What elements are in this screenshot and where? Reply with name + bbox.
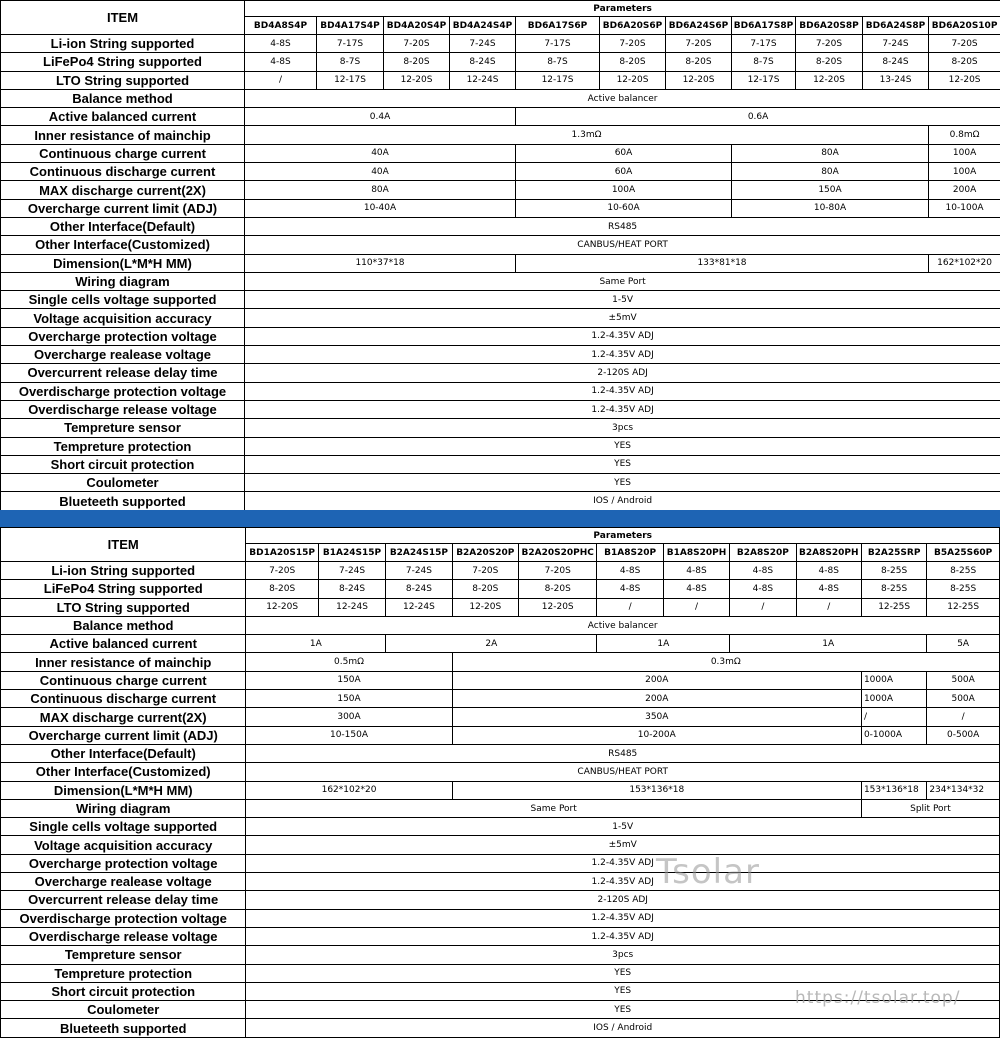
value-cell: 1A: [246, 635, 386, 653]
row-label: Overcharge current limit (ADJ): [1, 199, 245, 217]
table-row: [1, 946, 1000, 964]
value-cell: 4-8S: [730, 562, 796, 580]
value-cell: 12-20S: [929, 71, 1000, 89]
row-label: Balance method: [1, 89, 245, 107]
value-cell: 12-17S: [732, 71, 796, 89]
table-row: [1, 873, 1000, 891]
value-cell: IOS / Android: [246, 1019, 1000, 1037]
value-cell: 1.2-4.35V ADJ: [245, 400, 1000, 418]
value-cell: 7-17S: [732, 35, 796, 53]
table-row: [1, 346, 1000, 364]
row-label: Other Interface(Customized): [1, 236, 245, 254]
value-cell: 200A: [452, 671, 861, 689]
value-cell: 7-20S: [384, 35, 450, 53]
table-row: [1, 909, 1000, 927]
row-label: Inner resistance of mainchip: [1, 126, 245, 144]
value-cell: 300A: [246, 708, 452, 726]
table-row: [1, 419, 1000, 437]
value-cell: 12-17S: [516, 71, 600, 89]
value-cell: 8-7S: [317, 53, 384, 71]
table-row: [1, 474, 1000, 492]
row-label: Tempreture sensor: [1, 419, 245, 437]
item-header: ITEM: [1, 1, 245, 35]
value-cell: 7-24S: [318, 562, 385, 580]
model-header: BD6A17S6P: [516, 17, 600, 35]
value-cell: 8-20S: [796, 53, 863, 71]
value-cell: 110*37*18: [245, 254, 516, 272]
table-row: [1, 598, 1000, 616]
value-cell: 7-20S: [600, 35, 666, 53]
value-cell: 40A: [245, 163, 516, 181]
value-cell: 12-20S: [246, 598, 318, 616]
value-cell: 0.3mΩ: [452, 653, 999, 671]
value-cell: Same Port: [245, 272, 1000, 290]
value-cell: 153*136*18: [452, 781, 861, 799]
value-cell: 153*136*18: [861, 781, 926, 799]
row-label: Overdischarge protection voltage: [1, 382, 245, 400]
table-row: [1, 580, 1000, 598]
value-cell: 2-120S ADJ: [245, 364, 1000, 382]
table-row: [1, 799, 1000, 817]
value-cell: 1.2-4.35V ADJ: [245, 346, 1000, 364]
value-cell: 1-5V: [246, 818, 1000, 836]
row-label: Continuous discharge current: [1, 163, 245, 181]
table-row: [1, 690, 1000, 708]
value-cell: 8-25S: [927, 562, 1000, 580]
row-label: Wiring diagram: [1, 799, 246, 817]
value-cell: 0-1000A: [861, 726, 926, 744]
model-header: B1A8S20P: [597, 544, 663, 562]
model-header: BD4A8S4P: [245, 17, 317, 35]
table-row: [1, 254, 1000, 272]
model-header: B2A24S15P: [386, 544, 452, 562]
row-label: Overcurrent release delay time: [1, 364, 245, 382]
table-row: [1, 927, 1000, 945]
value-cell: 7-24S: [450, 35, 516, 53]
model-header: BD4A24S4P: [450, 17, 516, 35]
table-row: [1, 1019, 1000, 1037]
table-row: [1, 836, 1000, 854]
model-header: BD6A24S8P: [863, 17, 929, 35]
table-row: [1, 217, 1000, 235]
value-cell: 8-7S: [516, 53, 600, 71]
value-cell: 1.2-4.35V ADJ: [246, 927, 1000, 945]
row-label: Li-ion String supported: [1, 35, 245, 53]
row-label: LiFePo4 String supported: [1, 580, 246, 598]
table-row: [1, 236, 1000, 254]
row-label: LTO String supported: [1, 598, 246, 616]
value-cell: 1A: [730, 635, 927, 653]
table-row: [1, 272, 1000, 290]
row-label: Other Interface(Default): [1, 217, 245, 235]
value-cell: 40A: [245, 144, 516, 162]
value-cell: 3pcs: [246, 946, 1000, 964]
value-cell: 7-20S: [518, 562, 596, 580]
table-row: [1, 437, 1000, 455]
value-cell: 10-60A: [516, 199, 732, 217]
row-label: Overcharge protection voltage: [1, 327, 245, 345]
value-cell: 162*102*20: [246, 781, 452, 799]
value-cell: 1.3mΩ: [245, 126, 929, 144]
value-cell: /: [927, 708, 1000, 726]
row-label: Blueteeth supported: [1, 492, 245, 510]
row-label: Wiring diagram: [1, 272, 245, 290]
parameters-header: Parameters: [246, 528, 1000, 544]
model-header: B2A20S20PHC: [518, 544, 596, 562]
value-cell: 8-7S: [732, 53, 796, 71]
value-cell: 4-8S: [245, 35, 317, 53]
model-header: BD1A20S15P: [246, 544, 318, 562]
row-label: Overdischarge release voltage: [1, 927, 246, 945]
value-cell: 0.8mΩ: [929, 126, 1000, 144]
value-cell: /: [663, 598, 729, 616]
value-cell: 12-17S: [317, 71, 384, 89]
value-cell: 350A: [452, 708, 861, 726]
table-row: [1, 726, 1000, 744]
value-cell: 234*134*32: [927, 781, 1000, 799]
value-cell: CANBUS/HEAT PORT: [246, 763, 1000, 781]
value-cell: 7-17S: [516, 35, 600, 53]
value-cell: 8-24S: [318, 580, 385, 598]
value-cell: 60A: [516, 144, 732, 162]
table-row: [1, 671, 1000, 689]
value-cell: 8-24S: [863, 53, 929, 71]
value-cell: 10-80A: [732, 199, 929, 217]
watermark-url: https://tsolar.top/: [795, 988, 961, 1008]
value-cell: 3pcs: [245, 419, 1000, 437]
section-divider: [0, 510, 1000, 527]
table-row: [1, 744, 1000, 762]
row-label: Continuous charge current: [1, 144, 245, 162]
value-cell: 4-8S: [663, 562, 729, 580]
table-row: [1, 400, 1000, 418]
value-cell: 10-40A: [245, 199, 516, 217]
value-cell: 200A: [452, 690, 861, 708]
table-row: [1, 781, 1000, 799]
value-cell: 4-8S: [245, 53, 317, 71]
value-cell: Split Port: [861, 799, 999, 817]
table-row: [1, 291, 1000, 309]
model-header: BD4A17S4P: [317, 17, 384, 35]
spec-table-2: [0, 527, 1000, 1038]
value-cell: YES: [245, 474, 1000, 492]
value-cell: 200A: [929, 181, 1000, 199]
value-cell: 10-150A: [246, 726, 452, 744]
value-cell: 7-24S: [863, 35, 929, 53]
value-cell: 12-20S: [384, 71, 450, 89]
row-label: Tempreture protection: [1, 964, 246, 982]
value-cell: 500A: [927, 690, 1000, 708]
value-cell: /: [245, 71, 317, 89]
value-cell: 5A: [927, 635, 1000, 653]
table-row: [1, 327, 1000, 345]
row-label: Balance method: [1, 616, 246, 634]
table-row: [1, 108, 1000, 126]
row-label: Blueteeth supported: [1, 1019, 246, 1037]
value-cell: 100A: [929, 163, 1000, 181]
table-row: [1, 492, 1000, 510]
table-row: [1, 763, 1000, 781]
model-header: BD6A20S6P: [600, 17, 666, 35]
value-cell: 12-24S: [386, 598, 452, 616]
row-label: Overcurrent release delay time: [1, 891, 246, 909]
row-label: Tempreture sensor: [1, 946, 246, 964]
model-header: B1A8S20PH: [663, 544, 729, 562]
row-label: Overcharge realease voltage: [1, 873, 246, 891]
table-row: [1, 818, 1000, 836]
value-cell: 80A: [732, 163, 929, 181]
value-cell: 8-20S: [929, 53, 1000, 71]
value-cell: 2-120S ADJ: [246, 891, 1000, 909]
value-cell: 8-20S: [452, 580, 518, 598]
table-row: [1, 199, 1000, 217]
row-label: Overcharge realease voltage: [1, 346, 245, 364]
value-cell: 4-8S: [730, 580, 796, 598]
model-header: B2A8S20P: [730, 544, 796, 562]
table-row: [1, 616, 1000, 634]
row-label: Voltage acquisition accuracy: [1, 836, 246, 854]
table-row: [1, 144, 1000, 162]
row-label: Tempreture protection: [1, 437, 245, 455]
value-cell: RS485: [246, 744, 1000, 762]
value-cell: 12-24S: [450, 71, 516, 89]
value-cell: /: [597, 598, 663, 616]
table-row: [1, 964, 1000, 982]
item-header: ITEM: [1, 528, 246, 562]
value-cell: IOS / Android: [245, 492, 1000, 510]
row-label: Coulometer: [1, 474, 245, 492]
value-cell: 10-200A: [452, 726, 861, 744]
table-row: [1, 635, 1000, 653]
value-cell: 150A: [246, 671, 452, 689]
value-cell: 10-100A: [929, 199, 1000, 217]
value-cell: 1.2-4.35V ADJ: [245, 382, 1000, 400]
model-header: B2A20S20P: [452, 544, 518, 562]
value-cell: 12-25S: [927, 598, 1000, 616]
table-row: [1, 708, 1000, 726]
row-label: Overdischarge release voltage: [1, 400, 245, 418]
row-label: MAX discharge current(2X): [1, 181, 245, 199]
table-row: [1, 891, 1000, 909]
value-cell: 8-24S: [386, 580, 452, 598]
model-header: B1A24S15P: [318, 544, 385, 562]
value-cell: 8-20S: [384, 53, 450, 71]
value-cell: 80A: [245, 181, 516, 199]
row-label: Continuous discharge current: [1, 690, 246, 708]
value-cell: 150A: [246, 690, 452, 708]
row-label: Voltage acquisition accuracy: [1, 309, 245, 327]
value-cell: /: [796, 598, 861, 616]
value-cell: RS485: [245, 217, 1000, 235]
value-cell: 133*81*18: [516, 254, 929, 272]
table-row: [1, 364, 1000, 382]
table-row: [1, 309, 1000, 327]
value-cell: 0.5mΩ: [246, 653, 452, 671]
table-row: [1, 71, 1000, 89]
value-cell: 4-8S: [796, 562, 861, 580]
value-cell: 100A: [516, 181, 732, 199]
row-label: Single cells voltage supported: [1, 818, 246, 836]
value-cell: 150A: [732, 181, 929, 199]
value-cell: YES: [246, 1001, 1000, 1019]
value-cell: 12-24S: [318, 598, 385, 616]
value-cell: 7-20S: [246, 562, 318, 580]
value-cell: 7-20S: [666, 35, 732, 53]
row-label: Single cells voltage supported: [1, 291, 245, 309]
value-cell: 80A: [732, 144, 929, 162]
value-cell: 60A: [516, 163, 732, 181]
value-cell: 8-25S: [861, 562, 926, 580]
value-cell: 1A: [597, 635, 730, 653]
table-row: [1, 89, 1000, 107]
value-cell: 4-8S: [796, 580, 861, 598]
value-cell: 8-20S: [246, 580, 318, 598]
value-cell: 12-20S: [600, 71, 666, 89]
table-row: [1, 163, 1000, 181]
value-cell: 7-20S: [929, 35, 1000, 53]
value-cell: 12-20S: [796, 71, 863, 89]
row-label: LTO String supported: [1, 71, 245, 89]
model-header: BD6A24S6P: [666, 17, 732, 35]
value-cell: 8-20S: [666, 53, 732, 71]
value-cell: 1.2-4.35V ADJ: [246, 909, 1000, 927]
value-cell: 2A: [386, 635, 597, 653]
row-label: Other Interface(Default): [1, 744, 246, 762]
value-cell: 12-25S: [861, 598, 926, 616]
value-cell: YES: [245, 437, 1000, 455]
row-label: Continuous charge current: [1, 671, 246, 689]
value-cell: 1.2-4.35V ADJ: [246, 854, 1000, 872]
model-header: B2A8S20PH: [796, 544, 861, 562]
value-cell: 500A: [927, 671, 1000, 689]
row-label: Short circuit protection: [1, 455, 245, 473]
row-label: Li-ion String supported: [1, 562, 246, 580]
value-cell: 0.6A: [516, 108, 1000, 126]
value-cell: 0.4A: [245, 108, 516, 126]
value-cell: 7-20S: [796, 35, 863, 53]
value-cell: ±5mV: [246, 836, 1000, 854]
row-label: Active balanced current: [1, 108, 245, 126]
table-row: [1, 382, 1000, 400]
value-cell: 8-25S: [861, 580, 926, 598]
value-cell: 1.2-4.35V ADJ: [245, 327, 1000, 345]
model-header: BD6A20S10P: [929, 17, 1000, 35]
value-cell: YES: [246, 964, 1000, 982]
row-label: MAX discharge current(2X): [1, 708, 246, 726]
model-header: B5A25S60P: [927, 544, 1000, 562]
watermark-brand: Tsolar: [656, 852, 760, 892]
row-label: Dimension(L*M*H MM): [1, 781, 246, 799]
value-cell: 1.2-4.35V ADJ: [246, 873, 1000, 891]
table-row: [1, 455, 1000, 473]
value-cell: Same Port: [246, 799, 862, 817]
value-cell: /: [730, 598, 796, 616]
value-cell: CANBUS/HEAT PORT: [245, 236, 1000, 254]
value-cell: 8-25S: [927, 580, 1000, 598]
value-cell: ±5mV: [245, 309, 1000, 327]
model-header: BD6A17S8P: [732, 17, 796, 35]
row-label: Coulometer: [1, 1001, 246, 1019]
table-row: [1, 562, 1000, 580]
value-cell: 1-5V: [245, 291, 1000, 309]
model-header: B2A25SRP: [861, 544, 926, 562]
value-cell: 162*102*20: [929, 254, 1000, 272]
row-label: Overcharge protection voltage: [1, 854, 246, 872]
value-cell: /: [861, 708, 926, 726]
table-row: [1, 35, 1000, 53]
parameters-header: Parameters: [245, 1, 1000, 17]
value-cell: 13-24S: [863, 71, 929, 89]
table-row: [1, 126, 1000, 144]
row-label: Other Interface(Customized): [1, 763, 246, 781]
value-cell: 7-24S: [386, 562, 452, 580]
model-header: BD6A20S8P: [796, 17, 863, 35]
row-label: LiFePo4 String supported: [1, 53, 245, 71]
value-cell: 4-8S: [597, 580, 663, 598]
table-row: [1, 181, 1000, 199]
value-cell: 12-20S: [452, 598, 518, 616]
value-cell: 4-8S: [597, 562, 663, 580]
value-cell: 12-20S: [666, 71, 732, 89]
value-cell: 4-8S: [663, 580, 729, 598]
value-cell: 12-20S: [518, 598, 596, 616]
value-cell: 100A: [929, 144, 1000, 162]
row-label: Dimension(L*M*H MM): [1, 254, 245, 272]
value-cell: Active balancer: [246, 616, 1000, 634]
table-row: [1, 854, 1000, 872]
value-cell: YES: [246, 982, 1000, 1000]
table-row: [1, 53, 1000, 71]
value-cell: YES: [245, 455, 1000, 473]
value-cell: 8-20S: [518, 580, 596, 598]
row-label: Active balanced current: [1, 635, 246, 653]
value-cell: 0-500A: [927, 726, 1000, 744]
value-cell: 7-17S: [317, 35, 384, 53]
value-cell: 1000A: [861, 671, 926, 689]
value-cell: 1000A: [861, 690, 926, 708]
spec-table-1: [0, 0, 1000, 511]
value-cell: 8-24S: [450, 53, 516, 71]
model-header: BD4A20S4P: [384, 17, 450, 35]
row-label: Overdischarge protection voltage: [1, 909, 246, 927]
row-label: Short circuit protection: [1, 982, 246, 1000]
row-label: Inner resistance of mainchip: [1, 653, 246, 671]
table-row: [1, 653, 1000, 671]
row-label: Overcharge current limit (ADJ): [1, 726, 246, 744]
value-cell: 8-20S: [600, 53, 666, 71]
value-cell: Active balancer: [245, 89, 1000, 107]
value-cell: 7-20S: [452, 562, 518, 580]
